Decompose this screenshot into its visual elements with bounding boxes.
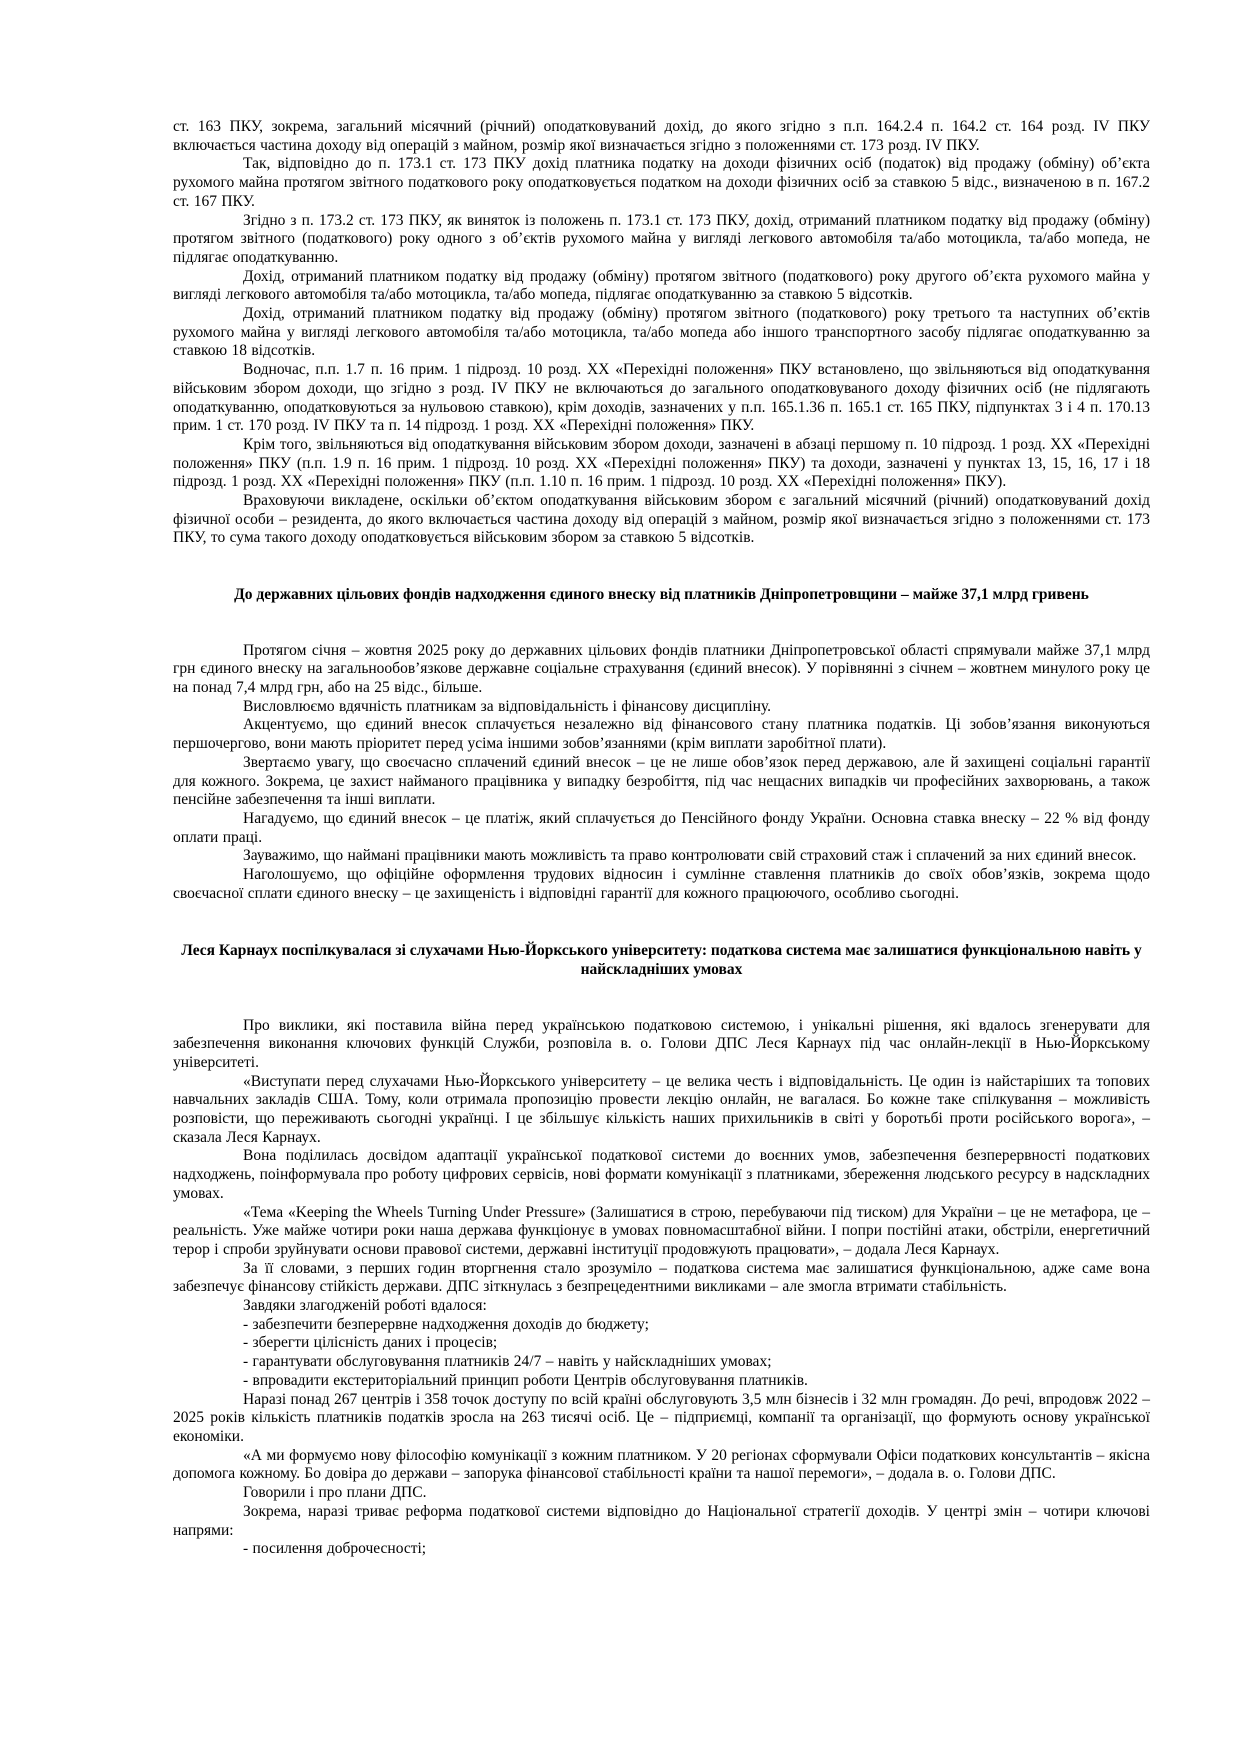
paragraph: Крім того, звільняються від оподаткування військовим збором доходи, зазначені в абзаці першому п. 10 підрозд. 1 розд. XX «Перехідні положення» ПКУ (п.п. 1.9 п. 16 прим. 1 підрозд. 10 розд. XX «Перехідні положення» ПКУ) та доходи, зазначені у пунктах 13, 15, 16, 17 і 18 підрозд. 1 розд. XX «Перехідні положення» ПКУ (п.п. 1.10 п. 16 прим. 1 підрозд. 10 розд. XX «Перехідні положення» ПКУ). [173, 435, 1150, 491]
section-heading-nyu-lecture: Леся Карнаух поспілкувалася зі слухачами Нью-Йоркського університету: податкова система має залишатися функціональною навіть у найскладніших умовах [181, 941, 1142, 979]
paragraph: Говорили і про плани ДПС. [243, 1484, 427, 1502]
paragraph: ст. 163 ПКУ, зокрема, загальний місячний (річний) оподатковуваний дохід, до якого згідно з п.п. 164.2.4 п. 164.2 ст. 164 розд. IV ПКУ включається частина доходу від операцій з майном, розмір якої визначається згідно з положеннями ст. 173 розд. IV ПКУ. [173, 118, 1150, 154]
paragraph: «А ми формуємо нову філософію комунікації з кожним платником. У 20 регіонах сформували Офіси податкових консультантів – якісна допомога кожному. Бо довіра до держави – запорука фінансової стабільності країни та нашої перемоги», – додала в. о. Голови ДПС. [173, 1446, 1150, 1483]
paragraph: «Виступати перед слухачами Нью-Йоркського університету – це велика честь і відповідальність. Це один із найстаріших та топових навчальних закладів США. Тому, коли отримала пропозицію провести лекцію онлайн, не вагалася. Бо кожне таке спілкування – можливість розповісти, що переживають сьогодні українці. І це збільшує кількість наших прихильників в світі у боротьбі проти російського ворога», – сказала Леся Карнаух. [173, 1072, 1150, 1146]
paragraph: Наразі понад 267 центрів і 358 точок доступу по всій країні обслуговують 3,5 млн бізнесів і 32 млн громадян. До речі, впродовж 2022 – 2025 років кількість платників податків зросла на 263 тисячі осіб. Це – підприємці, компанії та організації, що формують основу української економіки. [173, 1390, 1150, 1445]
list-item: - зберегти цілісність даних і процесів; [243, 1334, 498, 1352]
section-heading-single-contribution: До державних цільових фондів надходження єдиного внеску від платників Дніпропетровщини – майже 37,1 млрд гривень [234, 586, 1089, 604]
paragraph: Згідно з п. 173.2 ст. 173 ПКУ, як виняток із положень п. 173.1 ст. 173 ПКУ, дохід, отриманий платником податку від продажу (обміну) протягом звітного (податкового) року одного з об’єктів рухомого майна у вигляді легкового автомобіля та/або мотоцикла, та/або мопеда, не підлягає оподаткуванню. [173, 211, 1150, 266]
paragraph: Висловлюємо вдячність платникам за відповідальність і фінансову дисципліну. [243, 697, 772, 715]
paragraph: Так, відповідно до п. 173.1 ст. 173 ПКУ дохід платника податку на доходи фізичних осіб (податок) від продажу (обміну) об’єкта рухомого майна протягом звітного податкового року оподатковується податком на доходи фізичних осіб за ставкою 5 відс., визначеною в п. 167.2 ст. 167 ПКУ. [173, 155, 1150, 210]
paragraph: Наголошуємо, що офіційне оформлення трудових відносин і сумлінне ставлення платників до своїх обов’язків, зокрема щодо своєчасної сплати єдиного внеску – це захищеність і відповідні гарантії для кожного працюючого, особливо сьогодні. [173, 866, 1150, 902]
list-item: - посилення доброчесності; [243, 1540, 427, 1558]
paragraph: Нагадуємо, що єдиний внесок – це платіж, який сплачується до Пенсійного фонду України. Основна ставка внеску – 22 % від фонду оплати праці. [173, 810, 1150, 846]
paragraph: Звертаємо увагу, що своєчасно сплачений єдиний внесок – це не лише обов’язок перед державою, але й захищені соціальні гарантії для кожного. Зокрема, це захист найманого працівника у випадку безробіття, під час нещасних випадків чи професійних захворювань, а також пенсійне забезпечення та інші виплати. [173, 753, 1150, 809]
paragraph: Акцентуємо, що єдиний внесок сплачується незалежно від фінансового стану платника податків. Ці зобов’язання виконуються першочергово, вони мають пріоритет перед усіма іншими зобов’язаннями (крім виплати заробітної плати). [173, 716, 1150, 753]
list-item: - гарантувати обслуговування платників 24/7 – навіть у найскладніших умовах; [243, 1353, 772, 1371]
list-item: - забезпечити безперервне надходження доходів до бюджету; [243, 1315, 649, 1333]
paragraph: Протягом січня – жовтня 2025 року до державних цільових фондів платники Дніпропетровської області спрямували майже 37,1 млрд грн єдиного внеску на загальнообов’язкове державне соціальне страхування (єдиний внесок). У порівнянні з січнем – жовтнем минулого року це на понад 7,4 млрд грн, або на 25 відс., більше. [173, 641, 1150, 697]
paragraph: Враховуючи викладене, оскільки об’єктом оподаткування військовим збором є загальний місячний (річний) оподатковуваний дохід фізичної особи – резидента, до якого включається частина доходу від операцій з майном, розмір якої визначається згідно з положеннями ст. 173 ПКУ, то сума такого доходу оподатковується військовим збором за ставкою 5 відсотків. [173, 492, 1150, 547]
paragraph: Завдяки злагодженій роботі вдалося: [243, 1297, 487, 1315]
list-item: - впровадити екстериторіальний принцип роботи Центрів обслуговування платників. [243, 1371, 808, 1389]
paragraph: «Тема «Keeping the Wheels Turning Under Pressure» (Залишатися в строю, перебуваючи під тиском) для України – це не метафора, це – реальність. Уже майже чотири роки наша держава функціонує в умовах повномасштабної війни. І попри постійні атаки, обстріли, енергетичний терор і спроби зруйнувати основи правової системи, державні інституції продовжують працювати», – додала Леся Карнаух. [173, 1203, 1150, 1258]
paragraph: Дохід, отриманий платником податку від продажу (обміну) протягом звітного (податкового) року третього та наступних об’єктів рухомого майна у вигляді легкового автомобіля та/або мотоцикла, та/або мопеда або іншого транспортного засобу підлягає оподаткуванню за ставкою 18 відсотків. [173, 305, 1150, 360]
paragraph: Зокрема, наразі триває реформа податкової системи відповідно до Національної стратегії доходів. У центрі змін – чотири ключові напрями: [173, 1502, 1150, 1539]
paragraph: Вона поділилась досвідом адаптації української податкової системи до воєнних умов, забезпечення безперервності податкових надходжень, поінформувала про роботу цифрових сервісів, нові формати комунікації з платниками, збереження людського ресурсу в надскладних умовах. [173, 1147, 1150, 1202]
paragraph: Зауважимо, що наймані працівники мають можливість та право контролювати свій страховий стаж і сплачений за них єдиний внесок. [243, 847, 1137, 865]
paragraph: Водночас, п.п. 1.7 п. 16 прим. 1 підрозд. 10 розд. XX «Перехідні положення» ПКУ встановлено, що звільняються від оподаткування військовим збором доходи, що згідно з розд. IV ПКУ не включаються до загального оподатковуваного доходу фізичних осіб (не підлягають оподаткуванню, оподатковуються за нульовою ставкою), крім доходів, зазначених у п.п. 165.1.36 п. 165.1 ст. 165 ПКУ, підпунктах 3 і 4 п. 170.13 прим. 1 ст. 170 розд. IV ПКУ та п. 14 підрозд. 1 розд. XX «Перехідні положення» ПКУ. [173, 361, 1150, 435]
paragraph: Дохід, отриманий платником податку від продажу (обміну) протягом звітного (податкового) року другого об’єкта рухомого майна у вигляді легкового автомобіля та/або мотоцикла, та/або мопеда, підлягає оподаткуванню за ставкою 5 відсотків. [173, 267, 1150, 304]
paragraph: За її словами, з перших годин вторгнення стало зрозуміло – податкова система має залишатися функціональною, адже саме вона забезпечує фінансову стійкість держави. ДПС зіткнулась з безпрецедентними викликами – але змогла втримати стабільність. [173, 1259, 1150, 1296]
paragraph: Про виклики, які поставила війна перед українською податковою системою, і унікальні рішення, які вдалось згенерувати для забезпечення виконання ключових функцій Служби, розповіла в. о. Голови ДПС Леся Карнаух під час онлайн-лекції в Нью-Йоркському університеті. [173, 1016, 1150, 1071]
